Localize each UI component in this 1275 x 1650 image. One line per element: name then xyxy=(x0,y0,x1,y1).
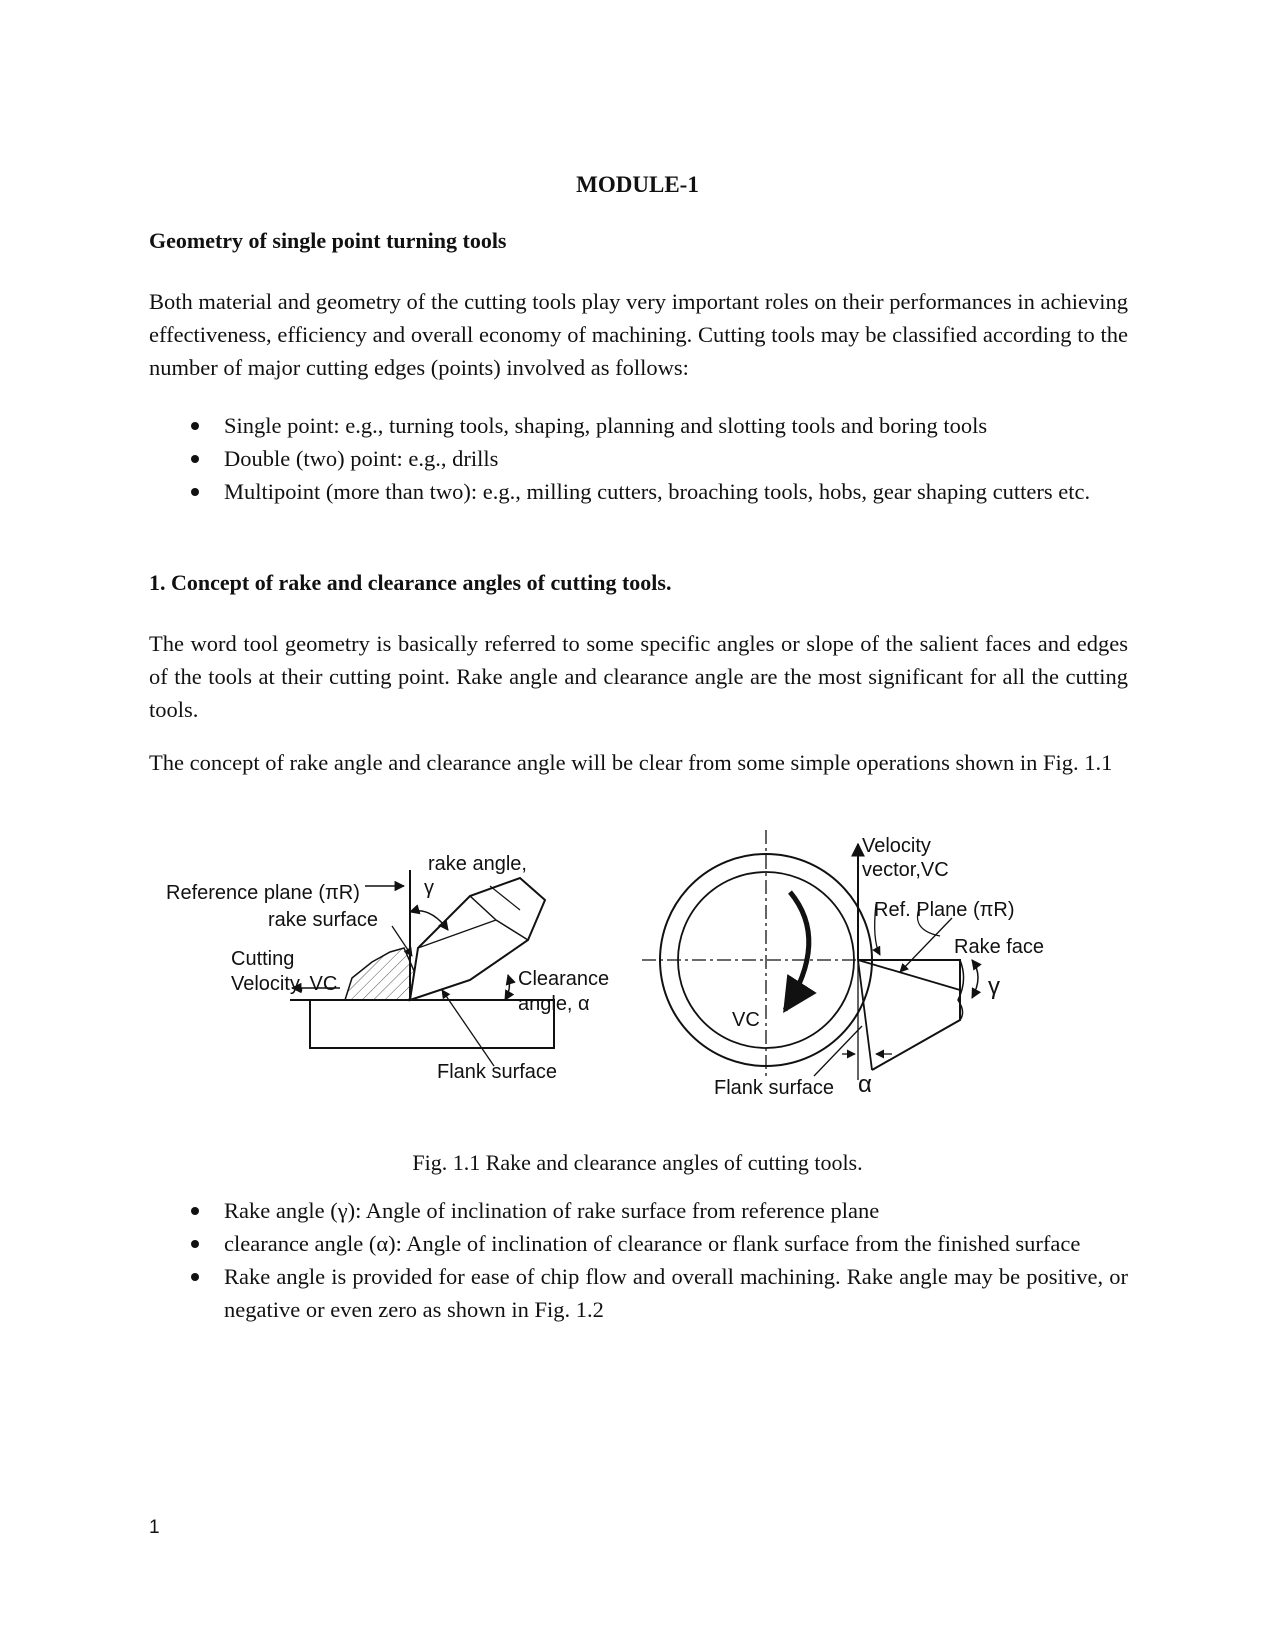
label-reference-plane: Reference plane (πR) xyxy=(166,882,360,904)
concept-heading: 1. Concept of rake and clearance angles of cutting tools. xyxy=(149,570,672,595)
label-ref-plane: Ref. Plane (πR) xyxy=(874,899,1015,921)
left-diagram xyxy=(166,853,609,1083)
list-item: Multipoint (more than two): e.g., milling cutters, broaching tools, hobs, gear shaping cutters etc. xyxy=(149,475,1128,508)
label-rake-angle: rake angle, xyxy=(428,853,527,875)
list-item: Rake angle is provided for ease of chip flow and overall machining. Rake angle may be positive, or negative or even zero as shown in Fig. 1.2 xyxy=(149,1260,1128,1326)
bullet-icon xyxy=(191,455,199,463)
figure-caption: Fig. 1.1 Rake and clearance angles of cutting tools. xyxy=(412,1150,863,1175)
concept-paragraph-1: The word tool geometry is basically referred to some specific angles or slope of the salient faces and edges of the tools at their cutting point. Rake angle and clearance angle are the most significant for all the cutting tools. xyxy=(149,631,1128,722)
label-gamma-right: γ xyxy=(988,973,1000,1000)
angle-definition-list xyxy=(149,1194,1128,1326)
label-rake-face: Rake face xyxy=(954,936,1045,958)
tool-body xyxy=(858,960,960,1070)
list-item: Single point: e.g., turning tools, shaping, planning and slotting tools and boring tools xyxy=(149,409,1128,442)
classification-list xyxy=(149,409,1128,508)
bullet-icon xyxy=(191,1240,199,1248)
bullet-icon xyxy=(191,488,199,496)
label-velocity: Velocity, VC xyxy=(231,973,338,995)
label-clearance: Clearance xyxy=(518,968,610,990)
label-flank-surface-right: Flank surface xyxy=(714,1077,835,1099)
label-vector: vector,VC xyxy=(862,859,949,881)
bullet-icon xyxy=(191,1207,199,1215)
label-flank-surface-left: Flank surface xyxy=(437,1061,558,1083)
section-heading: Geometry of single point turning tools xyxy=(149,228,507,253)
intro-paragraph: Both material and geometry of the cutting tools play very important roles on their performances in achieving effectiveness, efficiency and overall economy of machining. Cutting tools may be classified according to the number of major cutting edges (points) involved as follows: xyxy=(149,289,1128,380)
label-angle-alpha: angle, α xyxy=(518,993,590,1015)
label-rake-surface: rake surface xyxy=(268,909,379,931)
label-velocity-right: Velocity xyxy=(862,835,931,857)
right-diagram xyxy=(642,830,1044,1099)
label-gamma-left: γ xyxy=(424,877,434,899)
concept-paragraph-2: The concept of rake angle and clearance angle will be clear from some simple operations shown in Fig. 1.1 xyxy=(149,750,1113,775)
bullet-icon xyxy=(191,1273,199,1281)
list-item: clearance angle (α): Angle of inclination of clearance or flank surface from the finished surface xyxy=(149,1227,1128,1260)
page-number: 1 xyxy=(149,1517,160,1538)
list-item: Double (two) point: e.g., drills xyxy=(149,442,1128,475)
module-title: MODULE-1 xyxy=(576,172,699,197)
label-cutting: Cutting xyxy=(231,948,295,970)
chip xyxy=(345,948,418,1000)
bullet-icon xyxy=(191,422,199,430)
figure-1-1 xyxy=(0,830,1275,1130)
label-vc: VC xyxy=(732,1009,760,1031)
list-item: Rake angle (γ): Angle of inclination of rake surface from reference plane xyxy=(149,1194,1128,1227)
label-alpha-right: α xyxy=(858,1071,872,1098)
